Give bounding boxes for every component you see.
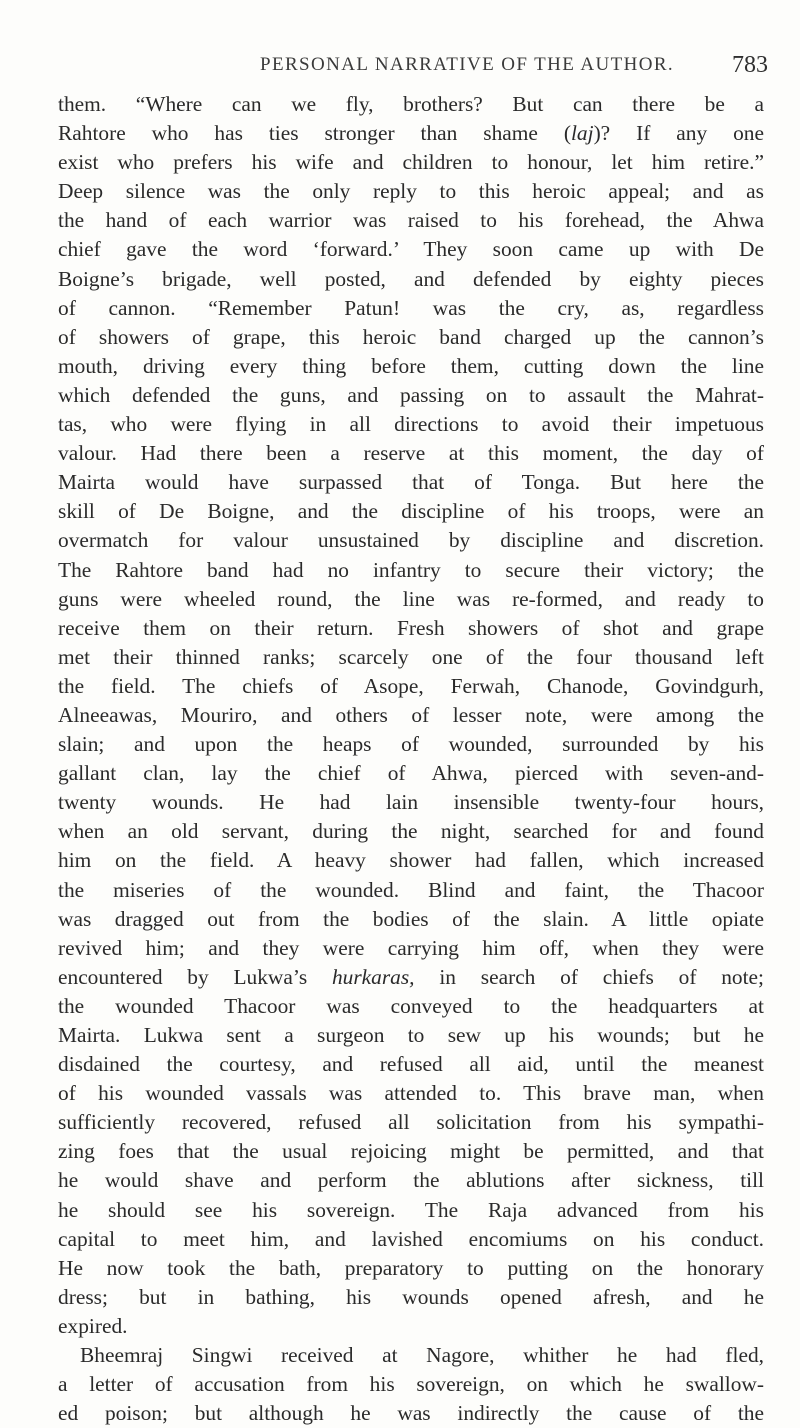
text-line (58, 439, 764, 468)
text-line (58, 235, 764, 264)
text-segment: gallant clan, lay the chief of Ahwa, pierced with seven-and- (58, 761, 764, 786)
text-line (58, 1341, 764, 1370)
text-line (58, 1283, 764, 1312)
text-line (58, 294, 764, 323)
text-segment: Rahtore who has ties stronger than shame ( (58, 121, 571, 146)
text-line (58, 556, 764, 585)
text-segment: receive them on their return. Fresh showers of shot and grape (58, 615, 764, 640)
text-segment: a letter of accusation from his sovereign, on which he swallow- (58, 1372, 764, 1397)
text-line (58, 497, 764, 526)
text-line (58, 526, 764, 555)
text-segment: overmatch for valour unsustained by discipline and discretion. (58, 528, 764, 553)
text-segment: Bheemraj Singwi received at Nagore, whither he had fled, (80, 1343, 764, 1368)
text-line (58, 730, 764, 759)
text-line (58, 672, 764, 701)
text-line (58, 1108, 764, 1137)
text-segment: skill of De Boigne, and the discipline of his troops, were an (58, 499, 764, 524)
text-segment: twenty wounds. He had lain insensible twenty-four hours, (58, 790, 764, 815)
text-segment: which defended the guns, and passing on to assault the Mahrat- (58, 382, 764, 407)
text-line (58, 352, 764, 381)
body-text (58, 90, 764, 1428)
text-segment: )? If any one (593, 121, 764, 146)
text-line (58, 905, 764, 934)
text-segment: expired. (58, 1313, 128, 1338)
text-line (58, 410, 764, 439)
italic-term: hurkaras, (331, 964, 415, 989)
text-segment: guns were wheeled round, the line was re-formed, and ready to (58, 586, 764, 611)
text-line (58, 759, 764, 788)
text-segment: capital to meet him, and lavished encomiums on his conduct. (58, 1226, 764, 1251)
text-segment: him on the field. A heavy shower had fallen, which increased (58, 848, 764, 873)
text-segment: of showers of grape, this heroic band charged up the cannon’s (58, 324, 764, 349)
text-line (58, 701, 764, 730)
text-line (58, 934, 764, 963)
text-segment: in search of chiefs of note; (414, 964, 764, 989)
text-segment: the miseries of the wounded. Blind and faint, the Thacoor (58, 877, 764, 902)
text-line (58, 468, 764, 497)
text-segment: mouth, driving every thing before them, cutting down the line (58, 353, 764, 378)
text-line (58, 148, 764, 177)
text-line (58, 614, 764, 643)
text-line (58, 788, 764, 817)
text-segment: the wounded Thacoor was conveyed to the headquarters at (58, 993, 764, 1018)
text-line (58, 585, 764, 614)
text-line (58, 1225, 764, 1254)
text-segment: Deep silence was the only reply to this heroic appeal; and as (58, 179, 764, 204)
text-line (58, 1399, 764, 1428)
text-segment: Mairta would have surpassed that of Tonga. But here the (58, 470, 764, 495)
text-segment: of cannon. “Remember Patun! was the cry, as, regardless (58, 295, 764, 320)
text-segment: them. “Where can we fly, brothers? But can there be a (58, 92, 764, 116)
text-segment: slain; and upon the heaps of wounded, surrounded by his (58, 732, 764, 757)
text-line (58, 119, 764, 148)
text-line (58, 876, 764, 905)
text-segment: ed poison; but although he was indirectly the cause of the (58, 1401, 764, 1426)
text-line (58, 846, 764, 875)
italic-term: laj (570, 121, 594, 146)
text-segment: Boigne’s brigade, well posted, and defended by eighty pieces (58, 266, 764, 291)
text-line (58, 1050, 764, 1079)
text-segment: disdained the courtesy, and refused all aid, until the meanest (58, 1052, 764, 1077)
text-segment: he should see his sovereign. The Raja advanced from his (58, 1197, 764, 1222)
text-segment: revived him; and they were carrying him off, when they were (58, 935, 764, 960)
text-line (58, 1312, 764, 1341)
text-segment: when an old servant, during the night, searched for and found (58, 819, 764, 844)
text-segment: of his wounded vassals was attended to. This brave man, when (58, 1081, 764, 1106)
text-line (58, 1021, 764, 1050)
text-line (58, 992, 764, 1021)
running-title: PERSONAL NARRATIVE OF THE AUTHOR. (260, 54, 675, 75)
text-segment: exist who prefers his wife and children to honour, let him retire.” (58, 150, 764, 175)
text-line (58, 1137, 764, 1166)
text-line (58, 1166, 764, 1195)
text-segment: Alneeawas, Mouriro, and others of lesser note, were among the (58, 702, 764, 727)
text-line (58, 381, 764, 410)
text-line (58, 1196, 764, 1225)
text-segment: encountered by Lukwa’s (58, 964, 332, 989)
text-segment: valour. Had there been a reserve at this moment, the day of (58, 441, 764, 466)
text-line (58, 1254, 764, 1283)
text-segment: the hand of each warrior was raised to his forehead, the Ahwa (58, 208, 764, 233)
text-segment: tas, who were flying in all directions to avoid their impetuous (58, 412, 764, 437)
text-segment: dress; but in bathing, his wounds opened afresh, and he (58, 1284, 764, 1309)
text-segment: was dragged out from the bodies of the slain. A little opiate (58, 906, 764, 931)
text-segment: met their thinned ranks; scarcely one of the four thousand left (58, 644, 764, 669)
text-line (58, 265, 764, 294)
text-segment: He now took the bath, preparatory to putting on the honorary (58, 1255, 764, 1280)
text-line (58, 90, 764, 119)
text-line (58, 1079, 764, 1108)
text-line (58, 817, 764, 846)
text-line (58, 963, 764, 992)
text-segment: he would shave and perform the ablutions after sickness, till (58, 1168, 764, 1193)
page-number: 783 (732, 52, 768, 78)
text-line (58, 323, 764, 352)
text-segment: The Rahtore band had no infantry to secure their victory; the (58, 557, 764, 582)
running-head (0, 52, 800, 82)
text-line (58, 206, 764, 235)
text-segment: the field. The chiefs of Asope, Ferwah, Chanode, Govindgurh, (58, 673, 764, 698)
text-segment: Mairta. Lukwa sent a surgeon to sew up his wounds; but he (58, 1023, 764, 1047)
text-line (58, 177, 764, 206)
text-segment: zing foes that the usual rejoicing might be permitted, and that (58, 1139, 764, 1164)
text-line (58, 643, 764, 672)
text-line (58, 1370, 764, 1399)
text-segment: sufficiently recovered, refused all solicitation from his sympathi- (58, 1110, 764, 1135)
text-segment: chief gave the word ‘forward.’ They soon came up with De (58, 237, 764, 262)
